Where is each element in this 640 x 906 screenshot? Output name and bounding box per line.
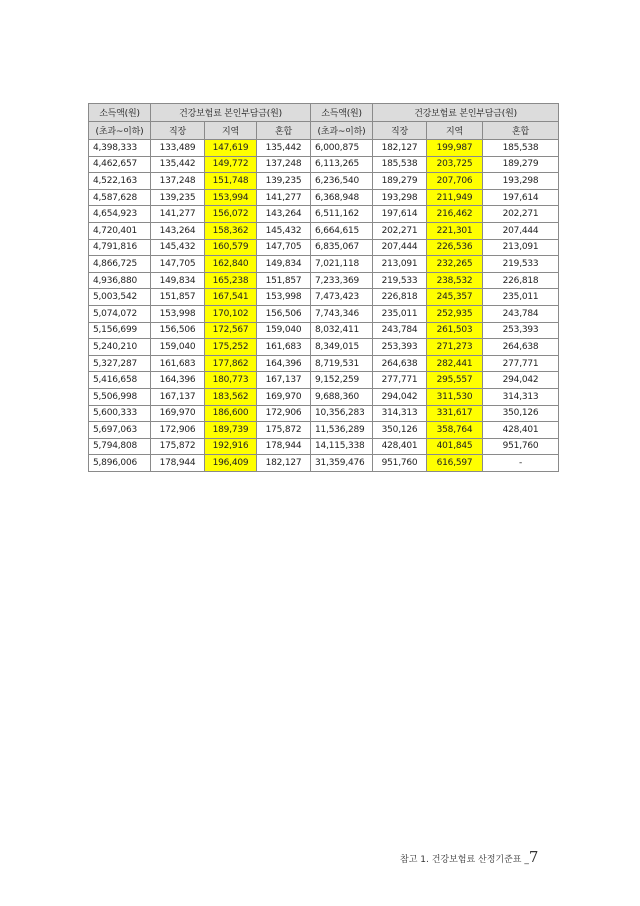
- header-row-2: [89, 122, 559, 140]
- table-cell: 314,313: [483, 388, 559, 405]
- page-number: 7: [528, 848, 539, 866]
- table-cell: 428,401: [373, 438, 427, 455]
- table-cell: 153,998: [151, 305, 205, 322]
- table-cell: 31,359,476: [311, 455, 373, 472]
- table-cell: 5,240,210: [89, 339, 151, 356]
- table-cell: 14,115,338: [311, 438, 373, 455]
- table-row: [89, 206, 559, 223]
- header-jikjang: 직장: [151, 122, 205, 140]
- table-cell: 243,784: [373, 322, 427, 339]
- table-cell: 197,614: [483, 189, 559, 206]
- table-cell: 185,538: [373, 156, 427, 173]
- table-cell: 6,236,540: [311, 173, 373, 190]
- premium-table: [88, 103, 559, 472]
- table-cell: 5,327,287: [89, 355, 151, 372]
- table-row: [89, 322, 559, 339]
- table-cell: 202,271: [373, 222, 427, 239]
- table-cell: 135,442: [257, 140, 311, 157]
- table-cell: 350,126: [373, 422, 427, 439]
- table-cell: 143,264: [257, 206, 311, 223]
- table-cell: 141,277: [151, 206, 205, 223]
- table-cell: 151,857: [151, 289, 205, 306]
- table-cell: 159,040: [257, 322, 311, 339]
- table-cell: 161,683: [257, 339, 311, 356]
- table-cell: 264,638: [373, 355, 427, 372]
- table-cell: 4,936,880: [89, 272, 151, 289]
- table-row: [89, 405, 559, 422]
- table-cell: 189,739: [205, 422, 257, 439]
- table-row: [89, 388, 559, 405]
- table-cell: 193,298: [483, 173, 559, 190]
- table-cell: 167,137: [151, 388, 205, 405]
- table-row: [89, 173, 559, 190]
- table-row: [89, 305, 559, 322]
- table-cell: 5,600,333: [89, 405, 151, 422]
- table-cell: 207,444: [373, 239, 427, 256]
- table-cell: 6,835,067: [311, 239, 373, 256]
- table-cell: 8,349,015: [311, 339, 373, 356]
- table-cell: 350,126: [483, 405, 559, 422]
- table-cell: 156,506: [151, 322, 205, 339]
- table-cell: 211,949: [427, 189, 483, 206]
- table-cell: 167,137: [257, 372, 311, 389]
- table-cell: 175,872: [257, 422, 311, 439]
- table-cell: 175,872: [151, 438, 205, 455]
- table-cell: 4,866,725: [89, 256, 151, 273]
- header-jiyeok: 지역: [205, 122, 257, 140]
- table-row: [89, 438, 559, 455]
- table-row: [89, 422, 559, 439]
- table-cell: 192,916: [205, 438, 257, 455]
- table-cell: 145,432: [151, 239, 205, 256]
- table-cell: 401,845: [427, 438, 483, 455]
- table-cell: 193,298: [373, 189, 427, 206]
- table-cell: 5,697,063: [89, 422, 151, 439]
- table-cell: 243,784: [483, 305, 559, 322]
- table-cell: 277,771: [483, 355, 559, 372]
- table-cell: 253,393: [483, 322, 559, 339]
- table-cell: 4,791,816: [89, 239, 151, 256]
- table-cell: 358,764: [427, 422, 483, 439]
- table-cell: 153,998: [257, 289, 311, 306]
- table-cell: 207,706: [427, 173, 483, 190]
- table-cell: 182,127: [373, 140, 427, 157]
- table-cell: 5,506,998: [89, 388, 151, 405]
- table-cell: 149,772: [205, 156, 257, 173]
- table-cell: 226,818: [373, 289, 427, 306]
- table-cell: 4,720,401: [89, 222, 151, 239]
- table-cell: 253,393: [373, 339, 427, 356]
- table-cell: 164,396: [257, 355, 311, 372]
- table-cell: 149,834: [151, 272, 205, 289]
- table-cell: 158,362: [205, 222, 257, 239]
- table-cell: 137,248: [151, 173, 205, 190]
- table-cell: 232,265: [427, 256, 483, 273]
- table-cell: 172,567: [205, 322, 257, 339]
- table-row: [89, 239, 559, 256]
- table-cell: 5,074,072: [89, 305, 151, 322]
- table-cell: 219,533: [483, 256, 559, 273]
- table-cell: 221,301: [427, 222, 483, 239]
- table-cell: 202,271: [483, 206, 559, 223]
- header-income: 소득액(원): [89, 104, 151, 122]
- table-cell: 5,794,808: [89, 438, 151, 455]
- table-cell: 9,152,259: [311, 372, 373, 389]
- table-cell: 213,091: [373, 256, 427, 273]
- footer-text: 참고 1. 건강보험료 산정기준표 _: [400, 855, 529, 865]
- table-cell: 4,587,628: [89, 189, 151, 206]
- table-cell: 139,235: [151, 189, 205, 206]
- table-cell: 235,011: [483, 289, 559, 306]
- table-cell: 183,562: [205, 388, 257, 405]
- table-cell: 271,273: [427, 339, 483, 356]
- table-cell: 145,432: [257, 222, 311, 239]
- table-cell: 139,235: [257, 173, 311, 190]
- table-cell: 175,252: [205, 339, 257, 356]
- table-cell: 167,541: [205, 289, 257, 306]
- table-cell: 11,536,289: [311, 422, 373, 439]
- table-cell: 199,987: [427, 140, 483, 157]
- table-cell: 189,279: [373, 173, 427, 190]
- table-cell: 219,533: [373, 272, 427, 289]
- table-cell: 235,011: [373, 305, 427, 322]
- table-cell: 951,760: [483, 438, 559, 455]
- table-cell: 147,705: [151, 256, 205, 273]
- table-cell: 135,442: [151, 156, 205, 173]
- table-row: [89, 339, 559, 356]
- table-cell: 5,003,542: [89, 289, 151, 306]
- table-row: [89, 222, 559, 239]
- table-cell: 177,862: [205, 355, 257, 372]
- table-cell: 164,396: [151, 372, 205, 389]
- table-cell: 170,102: [205, 305, 257, 322]
- table-cell: 4,654,923: [89, 206, 151, 223]
- table-cell: 141,277: [257, 189, 311, 206]
- table-cell: 147,705: [257, 239, 311, 256]
- table-cell: 180,773: [205, 372, 257, 389]
- table-cell: 10,356,283: [311, 405, 373, 422]
- table-cell: 5,416,658: [89, 372, 151, 389]
- table-row: [89, 455, 559, 472]
- table-row: [89, 372, 559, 389]
- table-cell: 331,617: [427, 405, 483, 422]
- table-row: [89, 355, 559, 372]
- table-cell: 252,935: [427, 305, 483, 322]
- table-row: [89, 140, 559, 157]
- table-cell: 151,748: [205, 173, 257, 190]
- table-cell: 7,743,346: [311, 305, 373, 322]
- table-cell: 951,760: [373, 455, 427, 472]
- table-cell: 189,279: [483, 156, 559, 173]
- table-cell: 7,473,423: [311, 289, 373, 306]
- table-cell: 133,489: [151, 140, 205, 157]
- header-income-2: 소득액(원): [311, 104, 373, 122]
- table-cell: 4,522,163: [89, 173, 151, 190]
- table-cell: 161,683: [151, 355, 205, 372]
- table-row: [89, 189, 559, 206]
- header-honhap: 혼합: [257, 122, 311, 140]
- table-cell: 213,091: [483, 239, 559, 256]
- table-cell: 9,688,360: [311, 388, 373, 405]
- table-cell: 182,127: [257, 455, 311, 472]
- table-cell: 160,579: [205, 239, 257, 256]
- header-row-1: [89, 104, 559, 122]
- table-cell: 143,264: [151, 222, 205, 239]
- table-cell: 149,834: [257, 256, 311, 273]
- table-cell: 8,719,531: [311, 355, 373, 372]
- header-premium: 건강보험료 본인부담금(원): [151, 104, 311, 122]
- table-cell: 169,970: [151, 405, 205, 422]
- table-row: [89, 289, 559, 306]
- header-premium-2: 건강보험료 본인부담금(원): [373, 104, 559, 122]
- table-cell: 238,532: [427, 272, 483, 289]
- table-cell: 6,000,875: [311, 140, 373, 157]
- table-cell: 6,368,948: [311, 189, 373, 206]
- table-cell: 8,032,411: [311, 322, 373, 339]
- table-cell: 7,021,118: [311, 256, 373, 273]
- table-cell: 216,462: [427, 206, 483, 223]
- table-cell: 264,638: [483, 339, 559, 356]
- table-cell: 178,944: [151, 455, 205, 472]
- table-cell: 178,944: [257, 438, 311, 455]
- table-cell: 4,398,333: [89, 140, 151, 157]
- header-range: (초과~이하): [89, 122, 151, 140]
- table-cell: 245,357: [427, 289, 483, 306]
- table-cell: 159,040: [151, 339, 205, 356]
- table-cell: 169,970: [257, 388, 311, 405]
- table-row: [89, 272, 559, 289]
- table-cell: 616,597: [427, 455, 483, 472]
- table-cell: 6,511,162: [311, 206, 373, 223]
- table-cell: 165,238: [205, 272, 257, 289]
- table-cell: 6,664,615: [311, 222, 373, 239]
- table-cell: 428,401: [483, 422, 559, 439]
- table-cell: 153,994: [205, 189, 257, 206]
- table-cell: 147,619: [205, 140, 257, 157]
- table-cell: 172,906: [257, 405, 311, 422]
- table-body: [89, 140, 559, 472]
- header-honhap-2: 혼합: [483, 122, 559, 140]
- table-cell: 261,503: [427, 322, 483, 339]
- table-cell: 311,530: [427, 388, 483, 405]
- table-cell: 172,906: [151, 422, 205, 439]
- table-cell: 203,725: [427, 156, 483, 173]
- page-footer: [400, 848, 560, 868]
- table-cell: 5,156,699: [89, 322, 151, 339]
- table-row: [89, 256, 559, 273]
- table-cell: 156,506: [257, 305, 311, 322]
- table-cell: 282,441: [427, 355, 483, 372]
- table-cell: 295,557: [427, 372, 483, 389]
- table-cell: 197,614: [373, 206, 427, 223]
- table-cell: 162,840: [205, 256, 257, 273]
- table-cell: 5,896,006: [89, 455, 151, 472]
- header-range-2: (초과~이하): [311, 122, 373, 140]
- table-row: [89, 156, 559, 173]
- table-cell: 185,538: [483, 140, 559, 157]
- table-cell: 4,462,657: [89, 156, 151, 173]
- table-cell: -: [483, 455, 559, 472]
- table-cell: 277,771: [373, 372, 427, 389]
- header-jikjang-2: 직장: [373, 122, 427, 140]
- table-cell: 156,072: [205, 206, 257, 223]
- header-jiyeok-2: 지역: [427, 122, 483, 140]
- table-cell: 186,600: [205, 405, 257, 422]
- table-cell: 294,042: [483, 372, 559, 389]
- table-cell: 6,113,265: [311, 156, 373, 173]
- table-cell: 196,409: [205, 455, 257, 472]
- table-cell: 137,248: [257, 156, 311, 173]
- table-cell: 314,313: [373, 405, 427, 422]
- table-cell: 294,042: [373, 388, 427, 405]
- table-cell: 207,444: [483, 222, 559, 239]
- table-cell: 7,233,369: [311, 272, 373, 289]
- table-cell: 226,536: [427, 239, 483, 256]
- table-cell: 151,857: [257, 272, 311, 289]
- table-cell: 226,818: [483, 272, 559, 289]
